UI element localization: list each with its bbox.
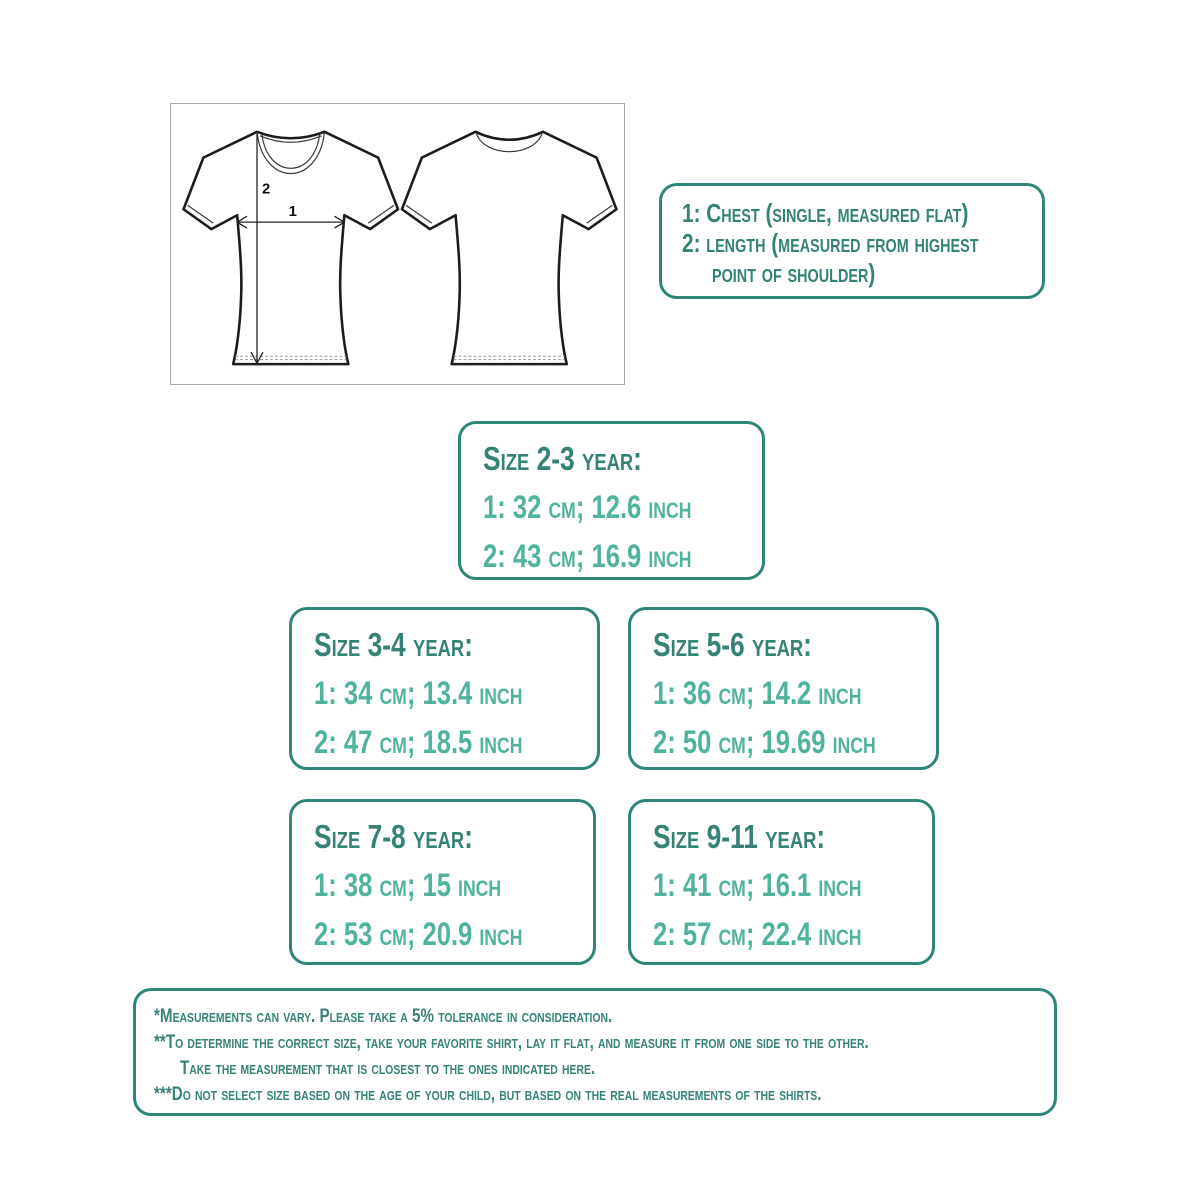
size-title: Size 7-8 year: (314, 818, 473, 855)
tshirt-diagram (171, 104, 624, 384)
length-measure-label: 2 (261, 181, 271, 198)
chest-measure-label: 1 (288, 204, 297, 221)
note-how-to-measure-cont: Take the measurement that is closest to the ones indicated here. (180, 1058, 596, 1079)
size-title: Size 9-11 year: (653, 818, 826, 855)
size-chest-value: 1: 41 cm; 16.1 inch (653, 867, 862, 903)
note-tolerance: *Measurements can vary. Please take a 5% tolerance in consideration. (154, 1006, 613, 1027)
size-title: Size 5-6 year: (653, 626, 812, 663)
tshirt-diagram-box (170, 103, 625, 385)
size-length-value: 2: 53 cm; 20.9 inch (314, 916, 523, 952)
legend-length-line: 2: length (measured from highest (682, 228, 979, 258)
front-shirt-outline (184, 132, 398, 364)
tshirt-front-view (184, 132, 398, 364)
size-length-value: 2: 50 cm; 19.69 inch (653, 724, 876, 760)
legend-chest-line: 1: Chest (single, measured flat) (682, 198, 969, 228)
size-box-5-6-year (628, 607, 939, 770)
size-chest-value: 1: 34 cm; 13.4 inch (314, 675, 523, 711)
note-how-to-measure: **To determine the correct size, take your favorite shirt, lay it flat, and measure it from one side to the other. (154, 1032, 869, 1053)
tshirt-back-view (402, 132, 616, 364)
footnotes-box (133, 988, 1057, 1116)
measurement-legend-box (659, 183, 1045, 299)
size-title: Size 3-4 year: (314, 626, 473, 663)
size-length-value: 2: 43 cm; 16.9 inch (483, 538, 692, 574)
size-chest-value: 1: 32 cm; 12.6 inch (483, 489, 692, 525)
size-length-value: 2: 57 cm; 22.4 inch (653, 916, 862, 952)
size-box-2-3-year (458, 421, 765, 580)
legend-length-line-cont: point of shoulder) (712, 258, 876, 288)
back-shirt-outline (402, 132, 616, 364)
note-age-warning: ***Do not select size based on the age of your child, but based on the real measurements of the shirts. (154, 1084, 822, 1105)
size-box-3-4-year (289, 607, 600, 770)
size-chest-value: 1: 38 cm; 15 inch (314, 867, 502, 903)
size-length-value: 2: 47 cm; 18.5 inch (314, 724, 523, 760)
size-chest-value: 1: 36 cm; 14.2 inch (653, 675, 862, 711)
size-box-7-8-year (289, 799, 596, 965)
size-box-9-11-year (628, 799, 935, 965)
size-title: Size 2-3 year: (483, 440, 642, 477)
